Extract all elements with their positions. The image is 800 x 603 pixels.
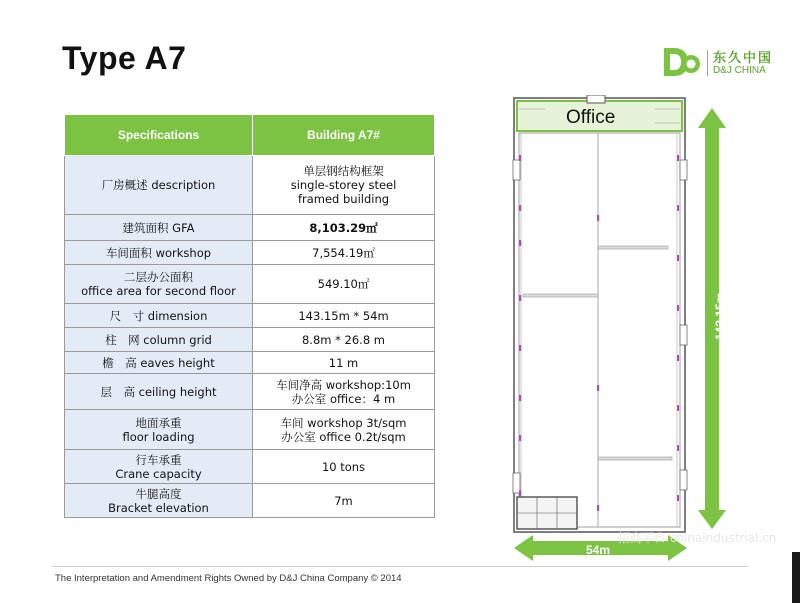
row-value: 8,103.29㎡ xyxy=(253,215,435,241)
row-label: 二层办公面积 office area for second floor xyxy=(65,265,253,304)
company-logo xyxy=(662,46,784,80)
header-specifications: Specifications xyxy=(65,115,253,156)
row-label: 层 高 ceiling height xyxy=(65,374,253,410)
length-dimension-label: 143.15m xyxy=(713,292,727,340)
row-value: 单层钢结构框架 single-storey steel framed building xyxy=(253,156,435,215)
row-value: 8.8m * 26.8 m xyxy=(253,328,435,352)
row-value: 车间 workshop 3t/sqm 办公室 office 0.2t/sqm xyxy=(253,410,435,450)
logo-chinese-text: 东久中国 xyxy=(713,51,774,66)
footer-copyright: The Interpretation and Amendment Rights Owned by D&J China Company © 2014 xyxy=(55,573,402,584)
row-label: 行车承重 Crane capacity xyxy=(65,450,253,484)
footer-divider xyxy=(52,566,748,567)
table-row xyxy=(65,410,435,450)
table-row xyxy=(65,328,435,352)
table-row xyxy=(65,450,435,484)
logo-divider xyxy=(707,50,708,76)
row-label: 尺 寸 dimension xyxy=(65,304,253,328)
row-label: 柱 网 column grid xyxy=(65,328,253,352)
row-value: 车间净高 workshop:10m 办公室 office：4 m xyxy=(253,374,435,410)
row-label: 建筑面积 GFA xyxy=(65,215,253,241)
row-label: 牛腿高度 Bracket elevation xyxy=(65,484,253,518)
partition-wall xyxy=(598,246,668,249)
row-label: 地面承重 floor loading xyxy=(65,410,253,450)
row-value: 7,554.19㎡ xyxy=(253,241,435,265)
table-row xyxy=(65,352,435,374)
header-building: Building A7# xyxy=(253,115,435,156)
partition-wall xyxy=(523,294,598,297)
row-value: 11 m xyxy=(253,352,435,374)
corner-decoration xyxy=(792,552,800,603)
building-outline xyxy=(514,98,685,532)
width-dimension-label: 54m xyxy=(585,543,611,557)
watermark-text: 招商平台 chinaindustrial.cn xyxy=(618,531,777,545)
table-row xyxy=(65,374,435,410)
office-label: Office xyxy=(566,107,616,128)
table-row xyxy=(65,304,435,328)
table-row xyxy=(65,241,435,265)
row-value: 10 tons xyxy=(253,450,435,484)
dj-logo-icon xyxy=(662,46,702,78)
row-value: 549.10㎡ xyxy=(253,265,435,304)
table-row xyxy=(65,215,435,241)
page-title: Type A7 xyxy=(62,40,187,76)
logo-english-text: D&J CHINA xyxy=(713,65,766,76)
row-value: 143.15m * 54m xyxy=(253,304,435,328)
table-row xyxy=(65,484,435,518)
specifications-table xyxy=(64,114,435,518)
office-stair xyxy=(587,95,605,103)
table-header-row xyxy=(65,115,435,156)
table-row xyxy=(65,156,435,215)
row-label: 檐 高 eaves height xyxy=(65,352,253,374)
partition-wall xyxy=(598,457,672,460)
row-label: 车间面积 workshop xyxy=(65,241,253,265)
row-value: 7m xyxy=(253,484,435,518)
row-label: 厂房概述 description xyxy=(65,156,253,215)
table-row xyxy=(65,265,435,304)
